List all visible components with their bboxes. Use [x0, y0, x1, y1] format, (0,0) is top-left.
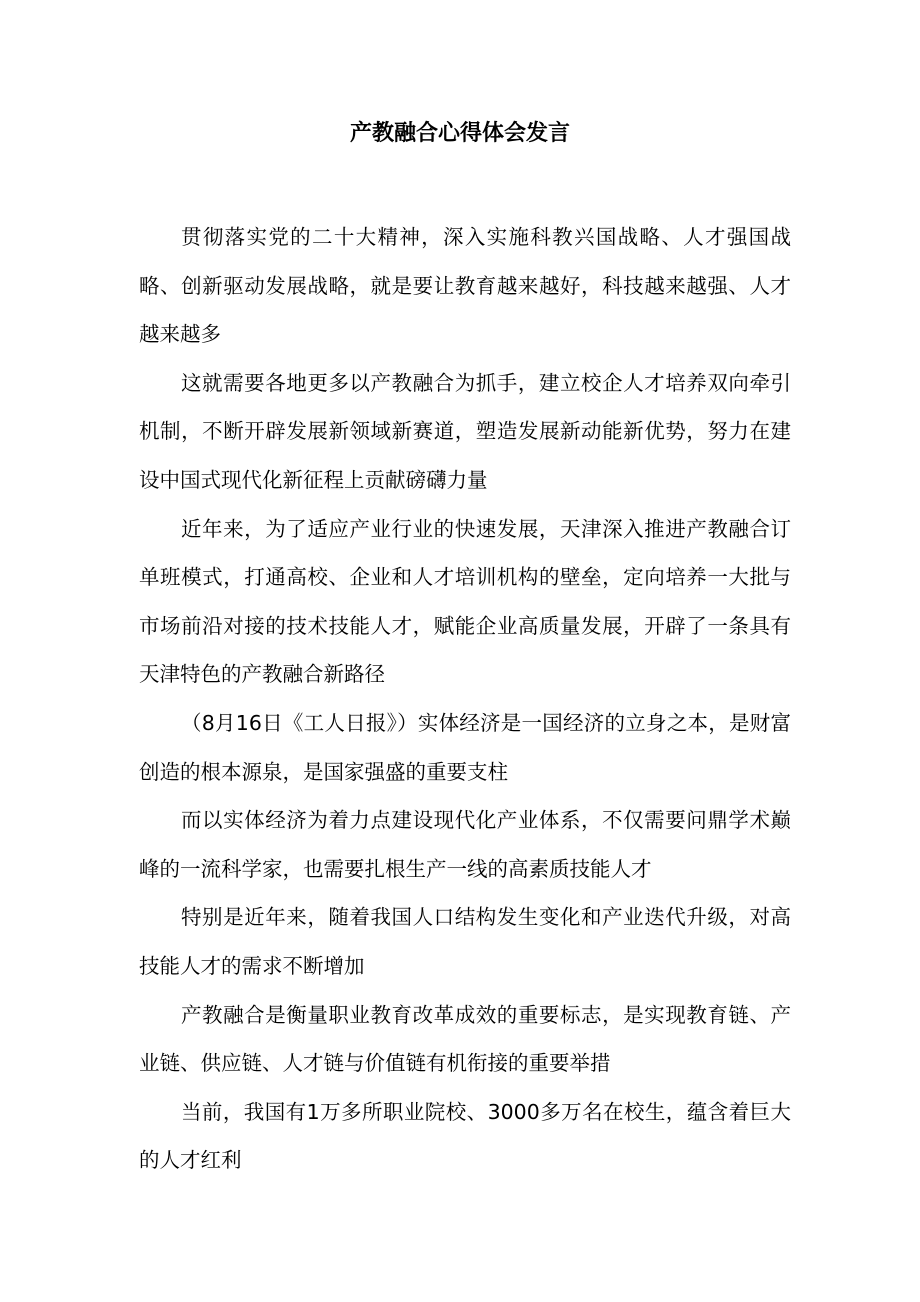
- paragraph-2: 这就需要各地更多以产教融合为抓手，建立校企人才培养双向牵引机制，不断开辟发展新领域新赛道，塑造发展新动能新优势，努力在建设中国式现代化新征程上贡献磅礴力量: [139, 370, 791, 492]
- paragraph-7: 产教融合是衡量职业教育改革成效的重要标志，是实现教育链、产业链、供应链、人才链与价值链有机衔接的重要举措: [139, 1002, 791, 1076]
- document-body: [139, 213, 791, 1185]
- paragraph-6: 特别是近年来，随着我国人口结构发生变化和产业迭代升级，对高技能人才的需求不断增加: [139, 905, 791, 978]
- paragraph-3: 近年来，为了适应产业行业的快速发展，天津深入推进产教融合订单班模式，打通高校、企业和人才培训机构的壁垒，定向培养一大批与市场前沿对接的技术技能人才，赋能企业高质量发展，开辟了一条具有天津特色的产教融合新路径: [139, 516, 791, 687]
- paragraph-5: 而以实体经济为着力点建设现代化产业体系，不仅需要问鼎学术巅峰的一流科学家，也需要扎根生产一线的高素质技能人才: [139, 808, 791, 881]
- paragraph-4: （8月16日《工人日报》）实体经济是一国经济的立身之本，是财富创造的根本源泉，是国家强盛的重要支柱: [139, 710, 791, 784]
- paragraph-8: 当前，我国有1万多所职业院校、3000多万名在校生，蕴含着巨大的人才红利: [139, 1099, 791, 1173]
- document-title: 产教融合心得体会发言: [349, 121, 570, 146]
- paragraph-1: 贯彻落实党的二十大精神，深入实施科教兴国战略、人才强国战略、创新驱动发展战略，就是要让教育越来越好，科技越来越强、人才越来越多: [139, 225, 791, 347]
